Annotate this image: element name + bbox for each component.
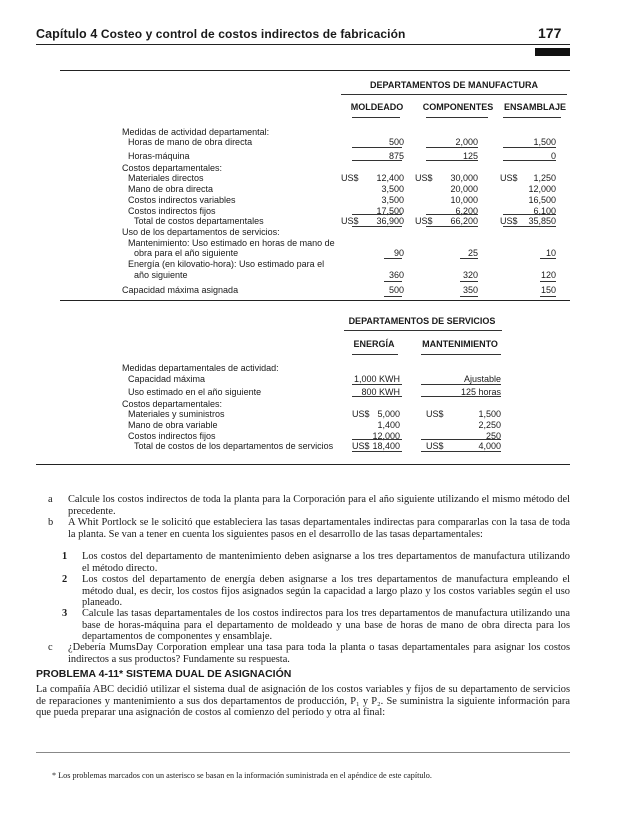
table-cell: 320: [462, 270, 478, 280]
cell-underline: [352, 439, 402, 440]
table-cell: 12,000: [372, 431, 400, 441]
question-marker: 2: [62, 574, 68, 585]
table-mid-rule: [60, 300, 570, 301]
cell-underline: [352, 160, 402, 161]
currency-symbol: US$: [341, 216, 359, 226]
table-cell: 350: [462, 285, 478, 295]
table-row: [0, 431, 638, 442]
table-cell: 500: [388, 137, 404, 147]
table-cell: 360: [388, 270, 404, 280]
table-row: [0, 227, 638, 238]
table-cell: 0: [550, 151, 556, 161]
table-cell: 10: [545, 248, 556, 258]
table-cell: 1,400: [377, 420, 400, 430]
chapter-prefix: Capítulo 4: [36, 27, 98, 41]
table-cell: 1,250: [533, 173, 556, 183]
col-underline: [352, 117, 400, 118]
table-row: [0, 285, 638, 296]
cell-underline: [503, 160, 556, 161]
table-row: [0, 184, 638, 195]
row-label: Costos departamentales:: [122, 399, 223, 409]
table-row: [0, 195, 638, 206]
table-cell: 12,400: [376, 173, 404, 183]
question-text: Calcule los costos indirectos de toda la planta para la Corporación para el año siguiente utilizando el mismo método del precedente.: [68, 494, 570, 517]
cell-underline: [540, 258, 556, 259]
cell-underline: [421, 384, 501, 385]
table1-group-header: DEPARTAMENTOS DE MANUFACTURA: [370, 80, 538, 90]
currency-symbol: US$: [426, 441, 444, 451]
cell-underline: [421, 396, 501, 397]
currency-symbol: US$: [415, 173, 433, 183]
cell-underline: [426, 147, 478, 148]
question-marker: 3: [62, 608, 68, 619]
table1-col-componentes: COMPONENTES: [422, 102, 494, 112]
cell-underline: [384, 258, 402, 259]
table-cell: 6,100: [533, 206, 556, 216]
cell-underline: [460, 296, 478, 297]
table2-col-energia: ENERGÍA: [353, 339, 395, 349]
row-label: año siguiente: [134, 270, 188, 280]
cell-underline: [352, 451, 402, 452]
question-text: Los costos del departamento de mantenimiento deben asignarse a los tres departamentos de manufactura utilizando el método directo.: [82, 551, 570, 574]
table-cell: 125: [462, 151, 478, 161]
row-label: obra para el año siguiente: [134, 248, 239, 258]
question-marker: c: [48, 642, 53, 653]
table-cell: 1,500: [478, 409, 501, 419]
table-cell: 35,850: [528, 216, 556, 226]
col-underline: [421, 354, 501, 355]
table-row: [0, 270, 638, 281]
table-row: [0, 441, 638, 452]
cell-underline: [352, 226, 402, 227]
table-cell: 250: [485, 431, 501, 441]
currency-symbol: US$: [500, 173, 518, 183]
row-label: Medidas de actividad departamental:: [122, 127, 270, 137]
row-label: Costos indirectos fijos: [128, 431, 216, 441]
table-cell: 90: [393, 248, 404, 258]
question-marker: 1: [62, 551, 68, 562]
cell-underline: [540, 296, 556, 297]
table-cell: 125 horas: [460, 387, 501, 397]
cell-underline: [384, 281, 402, 282]
cell-underline: [352, 214, 402, 215]
currency-symbol: US$: [341, 173, 359, 183]
row-label: Mano de obra variable: [128, 420, 218, 430]
table-row: [0, 409, 638, 420]
col-underline: [352, 354, 398, 355]
cell-underline: [426, 214, 478, 215]
question-marker: b: [48, 517, 54, 528]
row-label: Mantenimiento: Uso estimado en horas de mano de: [128, 238, 335, 248]
cell-underline: [503, 214, 556, 215]
table-cell: 2,250: [478, 420, 501, 430]
col-underline: [503, 117, 561, 118]
problem-text: La compañía ABC decidió utilizar el sistema dual de asignación de los costos variables y fijos de su departamento de servicios de reparaciones y mantenimiento a sus dos departamentos de producción, P₁ y P₂. Se suministra la siguiente información para que pueda preparar una asignación de costos al comienzo del período y otra al final:: [36, 684, 570, 719]
cell-underline: [352, 147, 402, 148]
row-label: Capacidad máxima: [128, 374, 206, 384]
table-cell: 150: [540, 285, 556, 295]
table-cell: 17,500: [376, 206, 404, 216]
table-cell: 2,000: [455, 137, 478, 147]
table-cell: 500: [388, 285, 404, 295]
row-label: Medidas departamentales de actividad:: [122, 363, 279, 373]
table-row: [0, 399, 638, 410]
table2-col-mantenimiento: MANTENIMIENTO: [422, 339, 498, 349]
cell-underline: [426, 160, 478, 161]
cell-underline: [460, 281, 478, 282]
table2-group-header: DEPARTAMENTOS DE SERVICIOS: [348, 316, 496, 326]
table-cell: 4,000: [478, 441, 501, 451]
chapter-title: Costeo y control de costos indirectos de fabricación: [100, 27, 406, 41]
row-label: Mano de obra directa: [128, 184, 214, 194]
footnote: * Los problemas marcados con un asterisco se basan en la información suministrada en el apéndice de este capítulo.: [52, 771, 432, 780]
currency-symbol: US$: [415, 216, 433, 226]
row-label: Energía (en kilovatio-hora): Uso estimado para el: [128, 259, 325, 269]
question-text: ¿Debería MumsDay Corporation emplear una tasa para toda la planta o tasas departamentales para asignar los costos indirectos a sus productos? Fundamente su respuesta.: [68, 642, 570, 665]
cell-underline: [503, 226, 556, 227]
table-cell: 12,000: [528, 184, 556, 194]
cell-underline: [460, 258, 478, 259]
currency-symbol: US$: [352, 441, 370, 451]
row-label: Costos departamentales:: [122, 163, 223, 173]
row-label: Horas-máquina: [128, 151, 190, 161]
table-row: [0, 248, 638, 259]
table-cell: 5,000: [377, 409, 400, 419]
question-text: Los costos del departamento de energía deben asignarse a los tres departamentos de manufactura empleando el método dual, es decir, los costos fijos asignados según la capacidad a largo plazo y los costos variables según el uso planeado.: [82, 574, 570, 609]
currency-symbol: US$: [426, 409, 444, 419]
question-marker: a: [48, 494, 53, 505]
table-row: [0, 163, 638, 174]
table-row: [0, 173, 638, 184]
row-label: Total de costos de los departamentos de servicios: [134, 441, 334, 451]
table-bottom-rule: [36, 464, 570, 465]
table-row: [0, 363, 638, 374]
question-text: A Whit Portlock se le solicitó que estableciera las tasas departamentales indirectas para compararlas con la tasa de toda la planta. Se van a tener en cuenta los siguientes pasos en el desarrollo de las tasas departamentales:: [68, 517, 570, 540]
table-cell: 30,000: [450, 173, 478, 183]
table-row: [0, 238, 638, 249]
table-cell: 875: [388, 151, 404, 161]
cell-underline: [540, 281, 556, 282]
row-label: Costos indirectos variables: [128, 195, 236, 205]
table-cell: 25: [467, 248, 478, 258]
table-cell: Ajustable: [463, 374, 501, 384]
cell-underline: [421, 439, 501, 440]
table2-group-underline: [344, 330, 502, 331]
table1-col-ensamblaje: ENSAMBLAJE: [503, 102, 566, 112]
table-top-rule: [60, 70, 570, 71]
row-label: Uso estimado en el año siguiente: [128, 387, 262, 397]
table-cell: 1,000 KWH: [353, 374, 400, 384]
cell-underline: [421, 451, 501, 452]
currency-symbol: US$: [352, 409, 370, 419]
row-label: Uso de los departamentos de servicios:: [122, 227, 280, 237]
table-cell: 20,000: [450, 184, 478, 194]
row-label: Total de costos departamentales: [134, 216, 264, 226]
table-row: [0, 259, 638, 270]
currency-symbol: US$: [500, 216, 518, 226]
table1-group-underline: [341, 94, 567, 95]
table1-col-moldeado: MOLDEADO: [350, 102, 404, 112]
table-cell: 10,000: [450, 195, 478, 205]
header-rule: [36, 44, 570, 45]
table-row: [0, 137, 638, 148]
row-label: Horas de mano de obra directa: [128, 137, 253, 147]
row-label: Costos indirectos fijos: [128, 206, 216, 216]
page-number: 177: [538, 25, 562, 41]
cell-underline: [352, 384, 402, 385]
table-cell: 16,500: [528, 195, 556, 205]
table-row: [0, 420, 638, 431]
table-row: [0, 374, 638, 385]
table-row: [0, 216, 638, 227]
problem-title: PROBLEMA 4-11* SISTEMA DUAL DE ASIGNACIÓN: [36, 668, 292, 680]
cell-underline: [352, 396, 402, 397]
table-cell: 6,200: [455, 206, 478, 216]
table-cell: 1,500: [533, 137, 556, 147]
footnote-rule: [36, 752, 570, 753]
table-row: [0, 127, 638, 138]
table-cell: 18,400: [372, 441, 400, 451]
table-cell: 800 KWH: [361, 387, 400, 397]
table-cell: 120: [540, 270, 556, 280]
table-cell: 3,500: [381, 195, 404, 205]
cell-underline: [426, 226, 478, 227]
cell-underline: [503, 147, 556, 148]
row-label: Capacidad máxima asignada: [122, 285, 239, 295]
header-bar: [535, 48, 570, 56]
row-label: Materiales y suministros: [128, 409, 225, 419]
running-header: [36, 27, 405, 41]
table-cell: 66,200: [450, 216, 478, 226]
table-cell: 36,900: [376, 216, 404, 226]
table-row: [0, 387, 638, 398]
table-cell: 3,500: [381, 184, 404, 194]
row-label: Materiales directos: [128, 173, 204, 183]
col-underline: [426, 117, 488, 118]
cell-underline: [384, 296, 402, 297]
question-text: Calcule las tasas departamentales de los costos indirectos para los tres departamentos de manufactura utilizando una base de horas-máquina para el departamento de moldeado y una base de horas de mano de obra directa para los departamentos de componentes y ensamblaje.: [82, 608, 570, 643]
